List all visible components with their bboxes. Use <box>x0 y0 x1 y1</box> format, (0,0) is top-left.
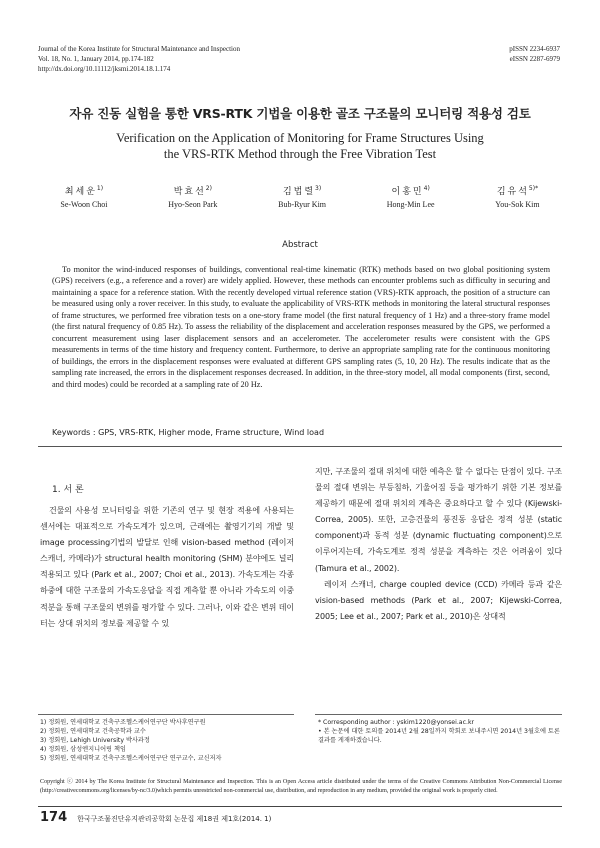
author-name-ko: 김유석 <box>496 187 529 197</box>
author <box>168 184 217 209</box>
title-english <box>60 130 540 162</box>
footnote: 2) 정회원, 연세대학교 건축공학과 교수 <box>40 728 146 735</box>
author-name-en: Bub-Ryur Kim <box>278 200 327 209</box>
author-name-en: You-Sok Kim <box>495 200 540 209</box>
footnote: 4) 정회원, 삼성엔지니어링 책임 <box>40 746 126 753</box>
corresponding-author: * Corresponding author : yskim1220@yonsei.ac.kr <box>318 719 475 726</box>
author-name-ko: 최세운 <box>64 187 97 197</box>
author-sup: 1) <box>96 185 104 192</box>
divider <box>38 446 562 447</box>
author-sup: 5)* <box>528 185 539 192</box>
title-english-line2: the VRS-RTK Method through the Free Vibration Test <box>163 147 437 161</box>
body-column-right <box>315 464 562 625</box>
correspondence-footnotes <box>318 718 562 745</box>
footnote: 3) 정회원, Lehigh University 박사과정 <box>40 737 150 744</box>
issn-block <box>509 44 560 64</box>
page-footer <box>40 810 271 825</box>
author-name-ko: 박효선 <box>173 187 206 197</box>
paragraph: 지만, 구조물의 절대 위치에 대한 예측은 할 수 없다는 단점이 있다. 구조물의 절대 변위는 부등침하, 기울어짐 등을 평가하기 위한 기본 정보를 제공하기 때문에 절대 위치의 계측은 중요하다고 할 수 있다 (Kijewski-Correa, 2005). 또한, 고층건물의 풍진동 응답은 정적 성분 (static component)과 동적 성분 (dynamic fluctuating component)으로 이루어지는데, 가속도계로 정적 성분을 계측하는 것은 어려움이 있다 (Tamura et al., 2002). <box>315 467 562 573</box>
journal-volume: Vol. 18, No. 1, January 2014, pp.174-182 <box>38 55 154 63</box>
section-heading: 1. 서 론 <box>52 485 84 495</box>
author <box>60 184 107 209</box>
discussion-note: • 본 논문에 대한 토의를 2014년 2월 28일까지 학회로 보내주시면 2014년 3월호에 토론결과를 게재하겠습니다. <box>318 728 560 744</box>
author-name-ko: 김법렬 <box>282 187 316 197</box>
footnote-divider <box>315 714 562 715</box>
abstract-body: To monitor the wind-induced responses of buildings, conventional real-time kinematic (RTK) methods based on two global positioning system (GPS) receivers (e.g., a reference and a rover) are widely applied. However, these methods can encounter problems such as difficulty in securing and maintaining a space for a reference station. With the recently developed virtual reference station (VRS)-RTK approach, the position of a structure can be measured using only a rover receiver. In this study, to evaluate the applicability of VRS-RTK methods in monitoring the lateral structural responses of frame structures, we performed free vibration tests on a one-story frame model (the first natural frequency of 1 Hz) and a three-story frame model (the first natural frequency of 0.85 Hz). To assess the reliability of the displacement and acceleration responses measured by the GPS, we performed a concurrent measurement using laser displacement sensors and an accelerometer. The accelerometer results were consistent with the GPS measurements in terms of the time history and frequency content. Furthermore, to derive an appropriate sampling rate for the continuous monitoring of buildings, the errors in the displacement responses were evaluated at different GPS sampling rates (5, 10, 20 Hz). The results indicate that as the sampling rate increased, the errors in the displacement responses decreased. In addition, in the three-story model, all modal components (first, second, and third modes) could be recorded at a sampling rate of 20 Hz. <box>52 265 550 389</box>
author-sup: 4) <box>423 185 430 192</box>
author-sup: 3) <box>315 185 322 192</box>
page-number: 174 <box>40 810 68 825</box>
body-column-left <box>40 503 294 632</box>
copyright-notice: Copyright ⓒ 2014 by The Korea Institute for Structural Maintenance and Inspection. This is an Open Access article distributed under the terms of the Creative Commons Attribution Non-Commercial License (http://creativecommons.org/licenses/by-nc/3.0)which permits unrestricted non-commercial use, distribution, and reproduction in any medium, provided the original work is properly cited. <box>40 779 562 795</box>
journal-name: Journal of the Korea Institute for Structural Maintenance and Inspection <box>38 45 240 53</box>
footer-divider <box>38 806 562 807</box>
author-name-ko: 이홍민 <box>391 187 424 197</box>
author-sup: 2) <box>205 185 212 192</box>
paragraph: 건물의 사용성 모니터링을 위한 기존의 연구 및 현장 적용에 사용되는 센서에는 대표적으로 가속도계가 있으며, 근래에는 촬영기기의 개발 및 image processing기법의 발달로 인해 vision-based method (레이저 스캐너, 카메라)가 structural health monitoring (SHM) 분야에도 널리 적용되고 있다 (Park et al., 2007; Choi et al., 2013). 가속도계는 각종 하중에 대한 구조물의 가속도응답을 직접 계측할 뿐 아니라 가속도의 이중적분을 통해 구조물의 변위를 평가할 수 있다. 그러나, 이와 같은 변위 데이터는 상대 위치의 정보를 제공할 수 있 <box>40 506 294 628</box>
footnote: 5) 정회원, 연세대학교 건축구조헬스케어연구단 연구교수, 교신저자 <box>40 755 222 762</box>
author <box>387 184 435 209</box>
affiliation-footnotes <box>40 718 222 763</box>
eissn: eISSN 2287-6979 <box>509 55 560 63</box>
author-name-en: Hyo-Seon Park <box>168 200 218 209</box>
author-list <box>30 184 570 209</box>
footnote-divider <box>38 714 294 715</box>
author <box>278 184 326 209</box>
author <box>495 184 539 209</box>
footnote: 1) 정회원, 연세대학교 건축구조헬스케어연구단 박사후연구원 <box>40 719 206 726</box>
title-english-line1: Verification on the Application of Monitoring for Frame Structures Using <box>116 131 484 145</box>
keywords: Keywords : GPS, VRS-RTK, Higher mode, Frame structure, Wind load <box>52 428 325 437</box>
pissn: pISSN 2234-6937 <box>509 45 560 53</box>
doi-link[interactable]: http://dx.doi.org/10.11112/jksmi.2014.18.1.174 <box>38 65 171 73</box>
paragraph: 레이저 스캐너, charge coupled device (CCD) 카메라 등과 같은 vision-based methods (Park et al., 2007; Kijewski-Correa, 2005; Lee et al., 2007; Park et al., 2010)은 상대적 <box>315 579 562 621</box>
author-name-en: Se-Woon Choi <box>60 200 108 209</box>
abstract-heading: Abstract <box>282 240 318 250</box>
journal-footer: 한국구조물진단유지관리공학회 논문집 제18권 제1호(2014. 1) <box>77 815 272 823</box>
author-name-en: Hong-Min Lee <box>386 200 435 209</box>
journal-header <box>38 44 338 74</box>
title-korean: 자유 진동 실험을 통한 VRS-RTK 기법을 이용한 골조 구조물의 모니터링 적용성 검토 <box>69 106 531 121</box>
